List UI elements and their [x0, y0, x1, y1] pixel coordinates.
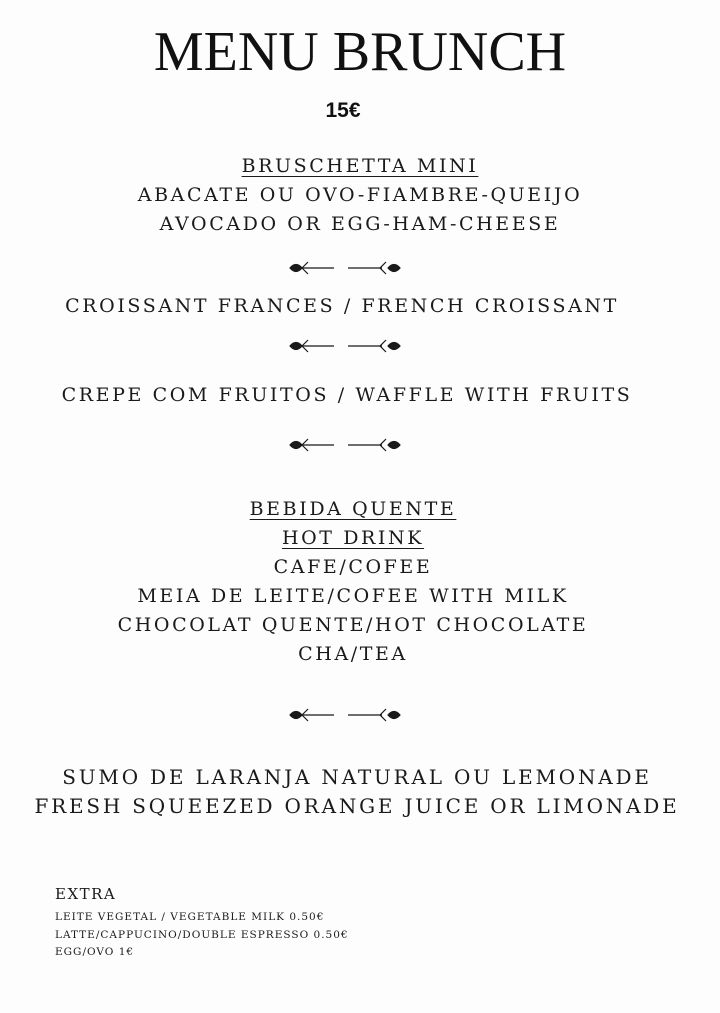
extra-item: LEITE VEGETAL / VEGETABLE MILK 0.50€ — [55, 911, 325, 923]
croissant-line: CROISSANT FRANCES / FRENCH CROISSANT — [65, 295, 619, 317]
hot-drink-item: CHOCOLAT QUENTE/HOT CHOCOLATE — [117, 614, 589, 636]
hot-drink-item: MEIA DE LEITE/COFEE WITH MILK — [137, 585, 569, 607]
hot-drink-item: CHA/TEA — [298, 643, 408, 665]
menu-price: 15€ — [325, 99, 361, 122]
bruschetta-line-en: AVOCADO OR EGG-HAM-CHEESE — [159, 213, 561, 235]
bruschetta-heading: BRUSCHETTA MINI — [241, 155, 479, 177]
leaf-divider-icon — [284, 433, 404, 457]
bruschetta-line-pt: ABACATE OU OVO-FIAMBRE-QUEIJO — [137, 184, 583, 206]
extra-heading: EXTRA — [55, 885, 117, 903]
hot-drink-heading-en: HOT DRINK — [281, 527, 425, 549]
juice-line-en: FRESH SQUEEZED ORANGE JUICE OR LIMONADE — [34, 794, 680, 818]
crepe-line: CREPE COM FRUITOS / WAFFLE WITH FRUITS — [61, 384, 633, 406]
menu-title: MENU BRUNCH — [153, 21, 567, 83]
extra-item: EGG/OVO 1€ — [55, 946, 135, 958]
leaf-divider-icon — [284, 334, 404, 358]
hot-drink-item: CAFE/COFEE — [273, 556, 433, 578]
leaf-divider-icon — [284, 703, 404, 727]
juice-line-pt: SUMO DE LARANJA NATURAL OU LEMONADE — [62, 765, 652, 789]
leaf-divider-icon — [284, 256, 404, 280]
extra-item: LATTE/CAPPUCINO/DOUBLE ESPRESSO 0.50€ — [55, 929, 349, 941]
hot-drink-heading-pt: BEBIDA QUENTE — [249, 498, 457, 520]
